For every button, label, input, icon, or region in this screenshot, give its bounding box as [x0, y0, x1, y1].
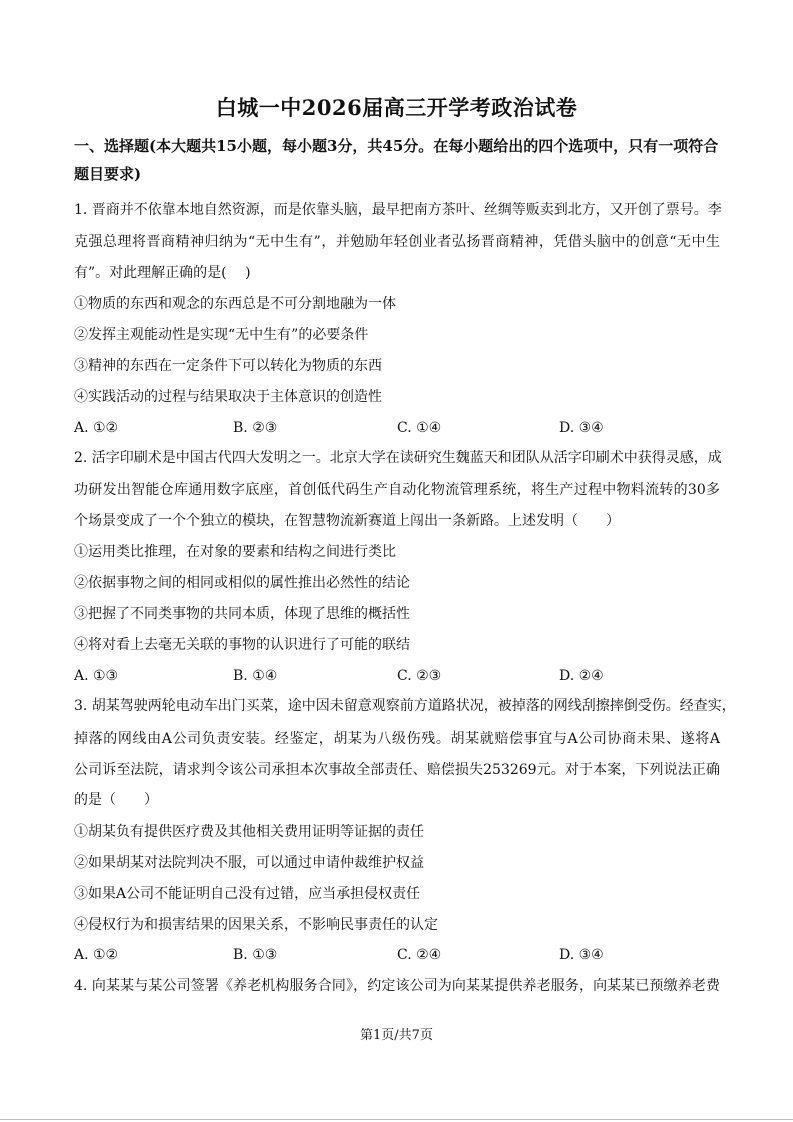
question-2-option-c: C. ②③ — [397, 668, 442, 684]
question-4-line-1: 4. 向某某与某公司签署《养老机构服务合同》，约定该公司为向某某提供养老服务，向某某已预缴养老费 — [74, 978, 720, 994]
question-3-option-b: B. ①③ — [233, 947, 278, 963]
question-2-statement-2: ②依据事物之间的相同或相似的属性推出必然性的结论 — [74, 575, 410, 591]
question-1-statement-2: ②发挥主观能动性是实现“无中生有”的必要条件 — [74, 327, 369, 343]
question-3-statement-1: ①胡某负有提供医疗费及其他相关费用证明等证据的责任 — [74, 824, 424, 840]
question-1-option-b: B. ②③ — [233, 420, 278, 436]
question-1-statement-3: ③精神的东西在一定条件下可以转化为物质的东西 — [74, 358, 382, 374]
question-2-option-a: A. ①③ — [74, 668, 119, 684]
question-3-line-4: 的是（ ） — [74, 792, 158, 808]
question-3-statement-2: ②如果胡某对法院判决不服，可以通过申请仲裁维护权益 — [74, 855, 424, 871]
page-footer: 第1页/共7页 — [360, 1028, 433, 1043]
exam-title: 白城一中2026届高三开学考政治试卷 — [215, 95, 578, 120]
question-3-option-c: C. ②④ — [397, 947, 442, 963]
question-3-statement-4: ④侵权行为和损害结果的因果关系，不影响民事责任的认定 — [74, 917, 438, 933]
question-2-line-3: 个场景变成了一个个独立的模块，在智慧物流新赛道上闯出一条新路。上述发明（ ） — [74, 513, 620, 529]
question-1-option-a: A. ①② — [74, 420, 119, 436]
question-3-line-2: 掉落的网线由A公司负责安装。经鉴定，胡某为八级伤残。胡某就赔偿事宜与A公司协商未果、遂将A — [74, 731, 720, 747]
question-2-statement-1: ①运用类比推理，在对象的要素和结构之间进行类比 — [74, 544, 396, 560]
section-heading: 一、选择题(本大题共15小题，每小题3分，共45分。在每小题给出的四个选项中，只有一项符合题目要求) — [74, 137, 719, 183]
question-1-option-d: D. ③④ — [559, 420, 604, 436]
question-3-line-1: 3. 胡某驾驶两轮电动车出门买菜，途中因未留意观察前方道路状况，被掉落的网线刮擦摔倒受伤。经查实， — [74, 698, 736, 714]
question-1-line-3: 有”。对此理解正确的是( ) — [74, 265, 251, 281]
question-3-option-d: D. ③④ — [559, 947, 604, 963]
question-2-line-1: 2. 活字印刷术是中国古代四大发明之一。北京大学在读研究生魏蓝天和团队从活字印刷术中获得灵感，成 — [74, 450, 722, 466]
question-1-statement-1: ①物质的东西和观念的东西总是不可分割地融为一体 — [74, 296, 396, 312]
question-1-option-c: C. ①④ — [397, 420, 442, 436]
page-bottom-divider — [0, 1119, 793, 1120]
question-2-statement-4: ④将对看上去毫无关联的事物的认识进行了可能的联结 — [74, 637, 410, 653]
question-3-option-a: A. ①② — [74, 947, 119, 963]
question-2-statement-3: ③把握了不同类事物的共同本质，体现了思维的概括性 — [74, 606, 410, 622]
question-2-option-d: D. ②④ — [559, 668, 604, 684]
question-2-option-b: B. ①④ — [233, 668, 278, 684]
question-2-line-2: 功研发出智能仓库通用数字底座，首创低代码生产自动化物流管理系统，将生产过程中物料流转的30多 — [74, 482, 720, 498]
question-1-statement-4: ④实践活动的过程与结果取决于主体意识的创造性 — [74, 389, 382, 405]
question-3-statement-3: ③如果A公司不能证明自己没有过错，应当承担侵权责任 — [74, 886, 421, 902]
question-3-line-3: 公司诉至法院，请求判令该公司承担本次事故全部责任、赔偿损失253269元。对于本案，下列说法正确 — [74, 762, 720, 778]
question-1-line-2: 克强总理将晋商精神归纳为“无中生有”，并勉励年轻创业者弘扬晋商精神，凭借头脑中的创意“无中生 — [74, 234, 720, 250]
question-1-line-1: 1. 晋商并不依靠本地自然资源，而是依靠头脑，最早把南方茶叶、丝绸等贩卖到北方，又开创了票号。李 — [74, 202, 722, 218]
